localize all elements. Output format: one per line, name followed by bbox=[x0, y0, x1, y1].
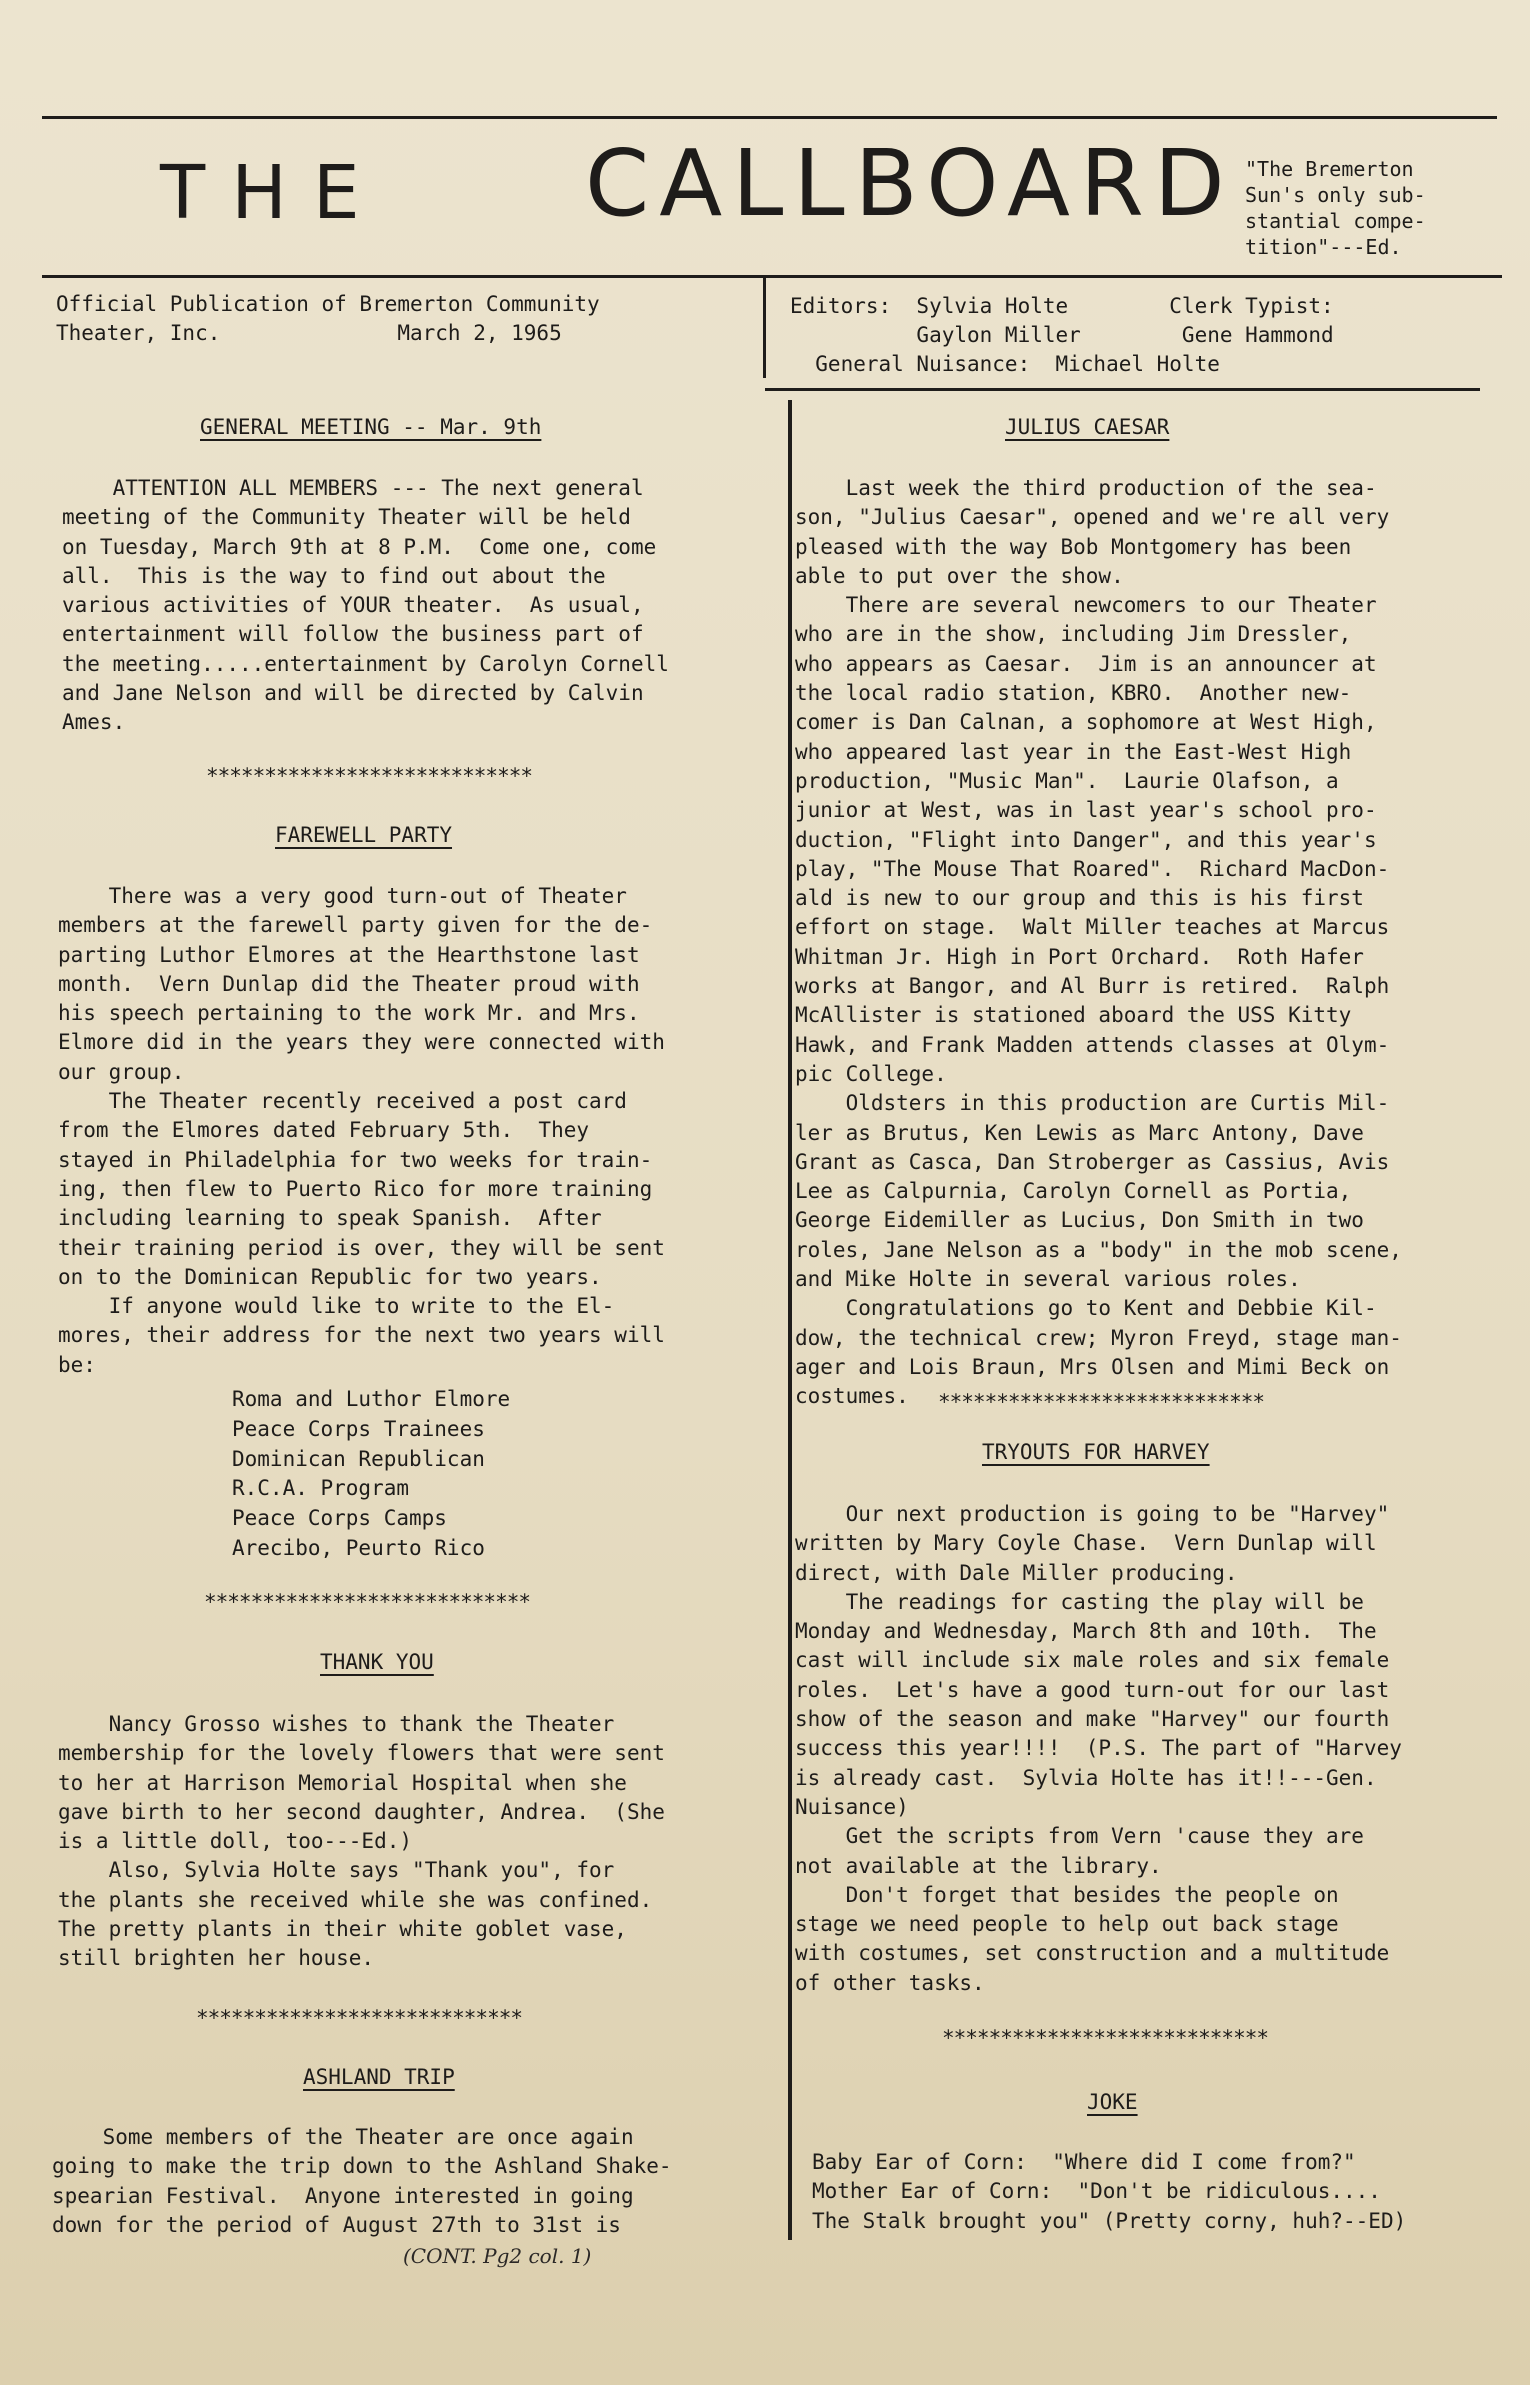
separator-stars: **************************** bbox=[938, 1390, 1265, 1414]
farewell-party-heading: FAREWELL PARTY bbox=[275, 823, 453, 847]
masthead-tagline: "The Bremerton Sun's only sub- stantial compe- tition"---Ed. bbox=[1245, 157, 1426, 259]
masthead-callboard: CALLBOARD bbox=[585, 130, 1235, 237]
separator-stars: **************************** bbox=[196, 2006, 523, 2030]
editors-rule bbox=[765, 388, 1480, 391]
separator-stars: **************************** bbox=[942, 2026, 1269, 2050]
julius-caesar-body: Last week the third production of the sea- son, "Julius Caesar", opened and we're all very pleased with the way Bob Montgomery has been able to put over the show. There are several newcomers to our Theater who are in the show, including Jim Dressler, who appears as Caesar. Jim is an announcer at the local radio station, KBRO. Another new- comer is Dan Calnan, a sophomore at West High, who appeared last year in the East-West High production, "Music Man". Laurie Olafson, a junior at West, was in last year's school pro- duction, "Flight into Danger", and this year's play, "The Mouse That Roared". Richard MacDon- ald is new to our group and this is his first effort on stage. Walt Miller teaches at Marcus Whitman Jr. High in Port Orchard. Roth Hafer works at Bangor, and Al Burr is retired. Ralph McAllister is stationed aboard the USS Kitty Hawk, and Frank Madden attends classes at Olym- pic College. Oldsters in this production are Curtis Mil- ler as Brutus, Ken Lewis as Marc Antony, Dave Grant as Casca, Dan Stroberger as Cassius, Avis Lee as Calpurnia, Carolyn Cornell as Portia, George Eidemiller as Lucius, Don Smith in two roles, Jane Nelson as a "body" in the mob scene, and Mike Holte in several various roles. Congratulations go to Kent and Debbie Kil- dow, the technical crew; Myron Freyd, stage man- ager and Lois Braun, Mrs Olsen and Mimi Beck on costumes. bbox=[795, 476, 1402, 1409]
ashland-trip-body: Some members of the Theater are once again going to make the trip down to the Ashland Shake- spearian Festival. Anyone interested in going down for the period of August 27th to 31st is bbox=[52, 2125, 672, 2237]
harvey-tryouts-heading: TRYOUTS FOR HARVEY bbox=[982, 1440, 1210, 1464]
header-rule bbox=[42, 275, 1502, 278]
farewell-party-body: There was a very good turn-out of Theater members at the farewell party given for the de- parting Luthor Elmores at the Hearthstone last month. Vern Dunlap did the Theater proud with his speech pertaining to the work Mr. and Mrs. Elmore did in the years they were connected with our group. The Theater recently received a post card from the Elmores dated February 5th. They stayed in Philadelphia for two weeks for train- ing, then flew to Puerto Rico for more training including learning to speak Spanish. After their training period is over, they will be sent on to the Dominican Republic for two years. If anyone would like to write to the El- mores, their address for the next two years will be: bbox=[58, 884, 665, 1377]
joke-body: Baby Ear of Corn: "Where did I come from?" Mother Ear of Corn: "Don't be ridiculous.... The Stalk brought you" (Pretty corny, huh?--ED) bbox=[812, 2150, 1407, 2233]
separator-stars: **************************** bbox=[204, 1590, 531, 1614]
thank-you-heading: THANK YOU bbox=[320, 1650, 434, 1674]
ashland-trip-heading: ASHLAND TRIP bbox=[303, 2065, 455, 2089]
header-divider bbox=[763, 278, 766, 378]
column-divider bbox=[788, 400, 792, 2240]
separator-stars: **************************** bbox=[206, 764, 533, 788]
julius-caesar-heading: JULIUS CAESAR bbox=[1005, 415, 1170, 439]
masthead-the: THE bbox=[160, 150, 386, 236]
editors-info: Editors: Sylvia Holte Clerk Typist: Gaylon Miller Gene Hammond General Nuisance: Michael Holte bbox=[790, 294, 1334, 376]
thank-you-body: Nancy Grosso wishes to thank the Theater membership for the lovely flowers that were sent to her at Harrison Memorial Hospital when she gave birth to her second daughter, Andrea. (She is a little doll, too---Ed.) Also, Sylvia Holte says "Thank you", for the plants she received while she was confined. The pretty plants in their white goblet vase, still brighten her house. bbox=[58, 1712, 665, 1971]
publication-info: Official Publication of Bremerton Community Theater, Inc. March 2, 1965 bbox=[56, 292, 600, 345]
continued-note: (CONT. Pg2 col. 1) bbox=[403, 2244, 592, 2268]
harvey-tryouts-body: Our next production is going to be "Harvey" written by Mary Coyle Chase. Vern Dunlap will direct, with Dale Miller producing. The readings for casting the play will be Monday and Wednesday, March 8th and 10th. The cast will include six male roles and six female roles. Let's have a good turn-out for our last show of the season and make "Harvey" our fourth success this year!!!! (P.S. The part of "Harvey is already cast. Sylvia Holte has it!!---Gen. Nuisance) Get the scripts from Vern 'cause they are not available at the library. Don't forget that besides the people on stage we need people to help out back stage with costumes, set construction and a multitude of other tasks. bbox=[795, 1502, 1402, 1995]
top-rule bbox=[42, 116, 1497, 119]
general-meeting-body: ATTENTION ALL MEMBERS --- The next general meeting of the Community Theater will be held on Tuesday, March 9th at 8 P.M. Come one, come all. This is the way to find out about the various activities of YOUR theater. As usual, entertainment will follow the business part of the meeting.....entertainment by Carolyn Cornell and Jane Nelson and will be directed by Calvin Ames. bbox=[62, 476, 669, 735]
joke-heading: JOKE bbox=[1087, 2090, 1138, 2114]
general-meeting-heading: GENERAL MEETING -- Mar. 9th bbox=[200, 415, 542, 439]
elmore-address: Roma and Luthor Elmore Peace Corps Trainees Dominican Republican R.C.A. Program Peace Corps Camps Arecibo, Peurto Rico bbox=[232, 1387, 511, 1560]
